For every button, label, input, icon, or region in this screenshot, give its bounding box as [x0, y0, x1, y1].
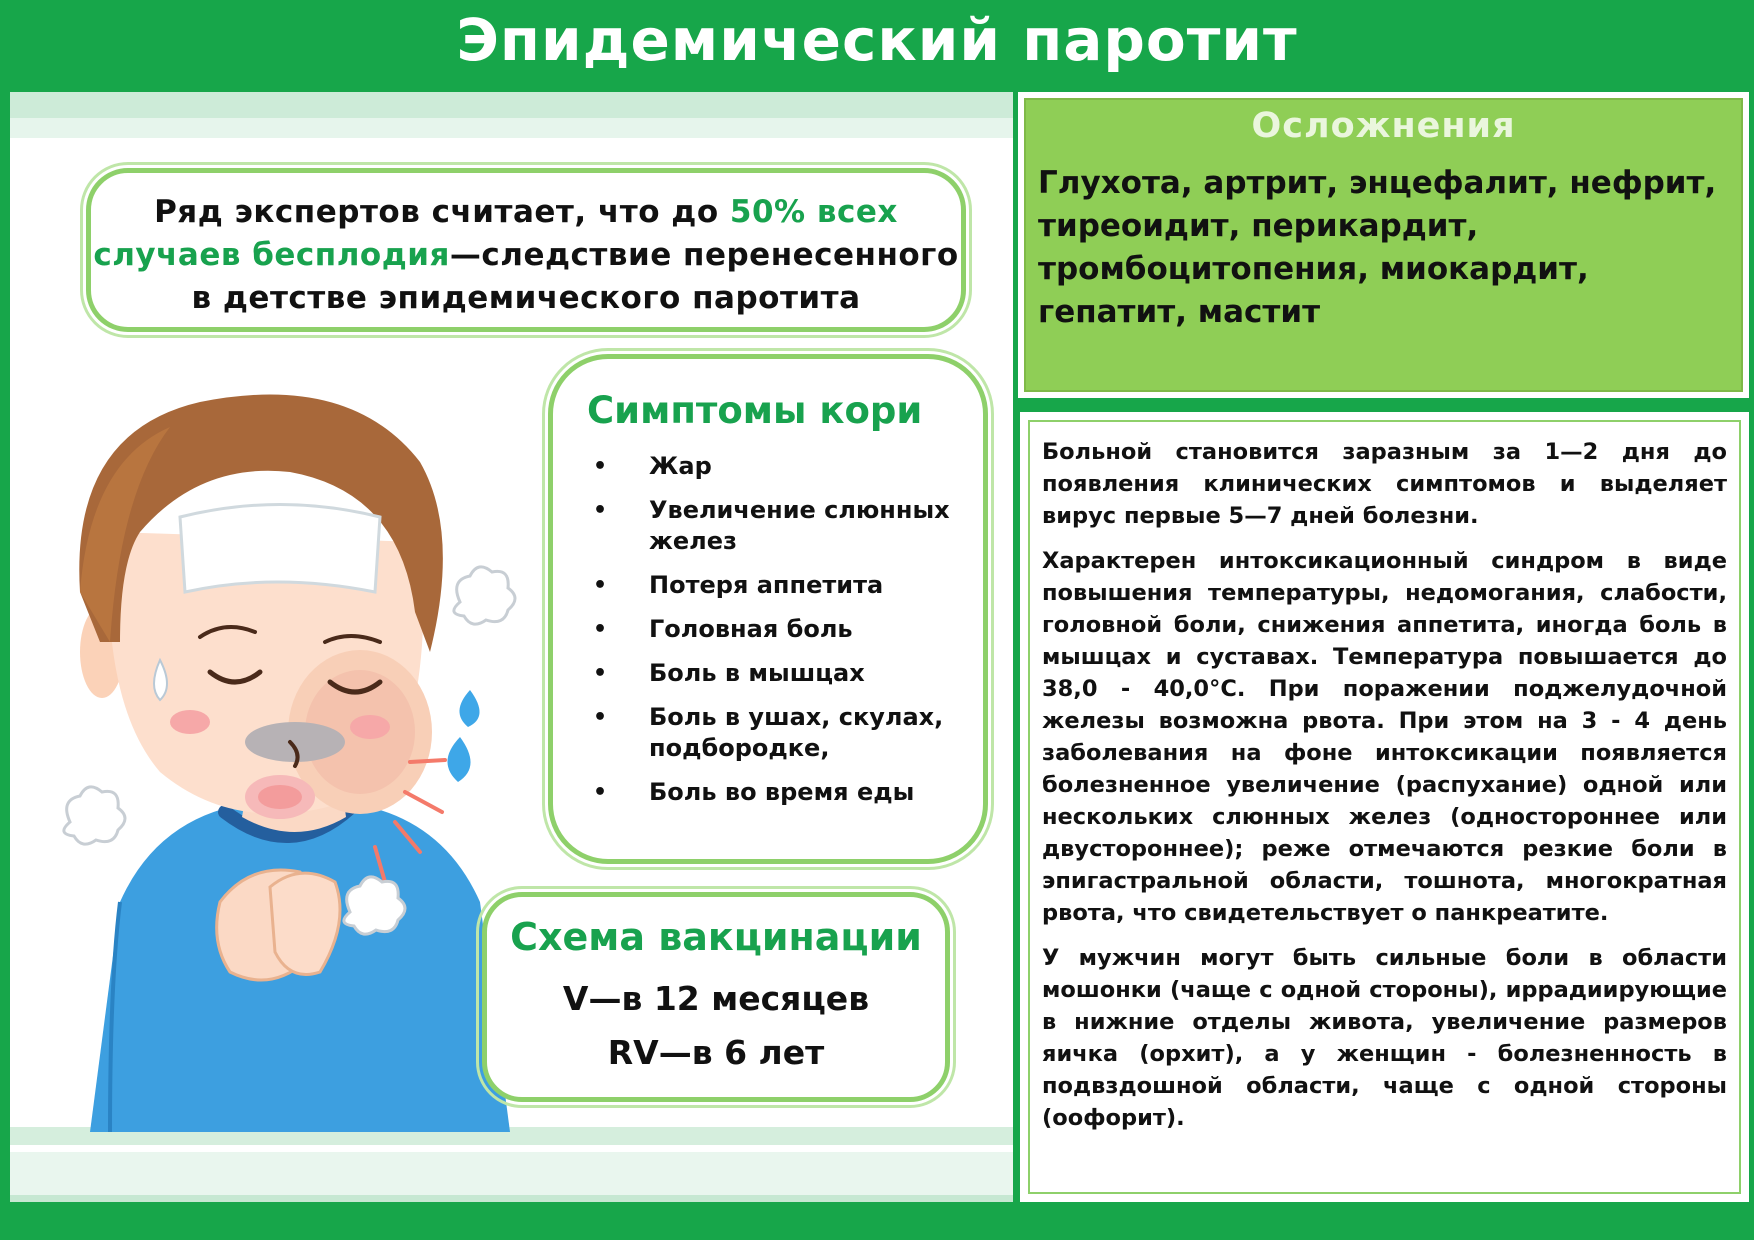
complications-title: Осложнения	[1251, 106, 1516, 146]
decor-stripe	[10, 1195, 1013, 1202]
expert-callout	[86, 168, 966, 332]
expert-text-part1: Ряд экспертов считает, что до	[154, 194, 730, 230]
list-item: • Боль в ушах, скулах, подбородке,	[553, 702, 989, 764]
decor-stripe	[10, 92, 1013, 118]
list-item: • Потеря аппетита	[553, 570, 989, 601]
decor-stripe	[10, 118, 1013, 138]
expert-text-part2: —следствие перенесенного в детстве эпидемического паротита	[191, 237, 959, 316]
list-item: • Головная боль	[553, 614, 989, 645]
symptoms-box	[548, 354, 988, 864]
vaccination-box	[482, 892, 950, 1102]
complications-text: Глухота, артрит, энцефалит, нефрит, тиреоидит, перикардит, тромбоцитопения, миокардит, гепатит, мастит	[1038, 165, 1717, 330]
list-item: • Боль во время еды	[553, 777, 989, 808]
info-paragraph: Характерен интоксикационный синдром в виде повышения температуры, недомогания, слабости, головной боли, снижения аппетита, иногда боль в мышцах и суставах. Температура повышается до 38,0 - 40,0°С. При поражении поджелудочной железы возможна рвота. При этом на 3 - 4 день заболевания на фоне интоксикации появляется болезненное увеличение (распухание) одной или нескольких слюнных желез (одностороннее или двустороннее); реже отмечаются резкие боли в эпигастральной области, тошнота, многократная рвота, что свидетельствует о панкреатите.	[1042, 548, 1727, 926]
info-box	[1028, 420, 1741, 1194]
list-item: • Увеличение слюнных желез	[553, 495, 989, 557]
page-title: Эпидемический паротит	[456, 6, 1298, 74]
list-item: • Жар	[553, 451, 989, 482]
list-item: • Боль в мышцах	[553, 658, 989, 689]
info-panel	[1020, 412, 1749, 1202]
symptoms-list	[553, 451, 989, 821]
expert-highlight: 50% всех случаев бесплодия	[93, 194, 898, 273]
vaccination-line: RV—в 6 лет	[607, 1033, 825, 1072]
info-paragraph: У мужчин могут быть сильные боли в области мошонки (чаще с одной стороны), иррадиирующие в нижние отделы живота, увеличение размеров яичка (орхит), а у женщин - болезненность в подвздошной области, чаще с одной стороны (оофорит).	[1042, 945, 1727, 1131]
vaccination-title: Схема вакцинации	[510, 915, 922, 959]
vaccination-line: V—в 12 месяцев	[562, 979, 870, 1018]
complications-panel	[1018, 92, 1749, 398]
info-paragraph: Больной становится заразным за 1—2 дня до появления клинических симптомов и выделяет вирус первые 5—7 дней болезни.	[1042, 439, 1727, 529]
left-panel	[10, 92, 1013, 1202]
expert-text	[91, 191, 961, 320]
complications-box	[1024, 98, 1743, 392]
symptoms-title: Симптомы кори	[587, 389, 923, 432]
